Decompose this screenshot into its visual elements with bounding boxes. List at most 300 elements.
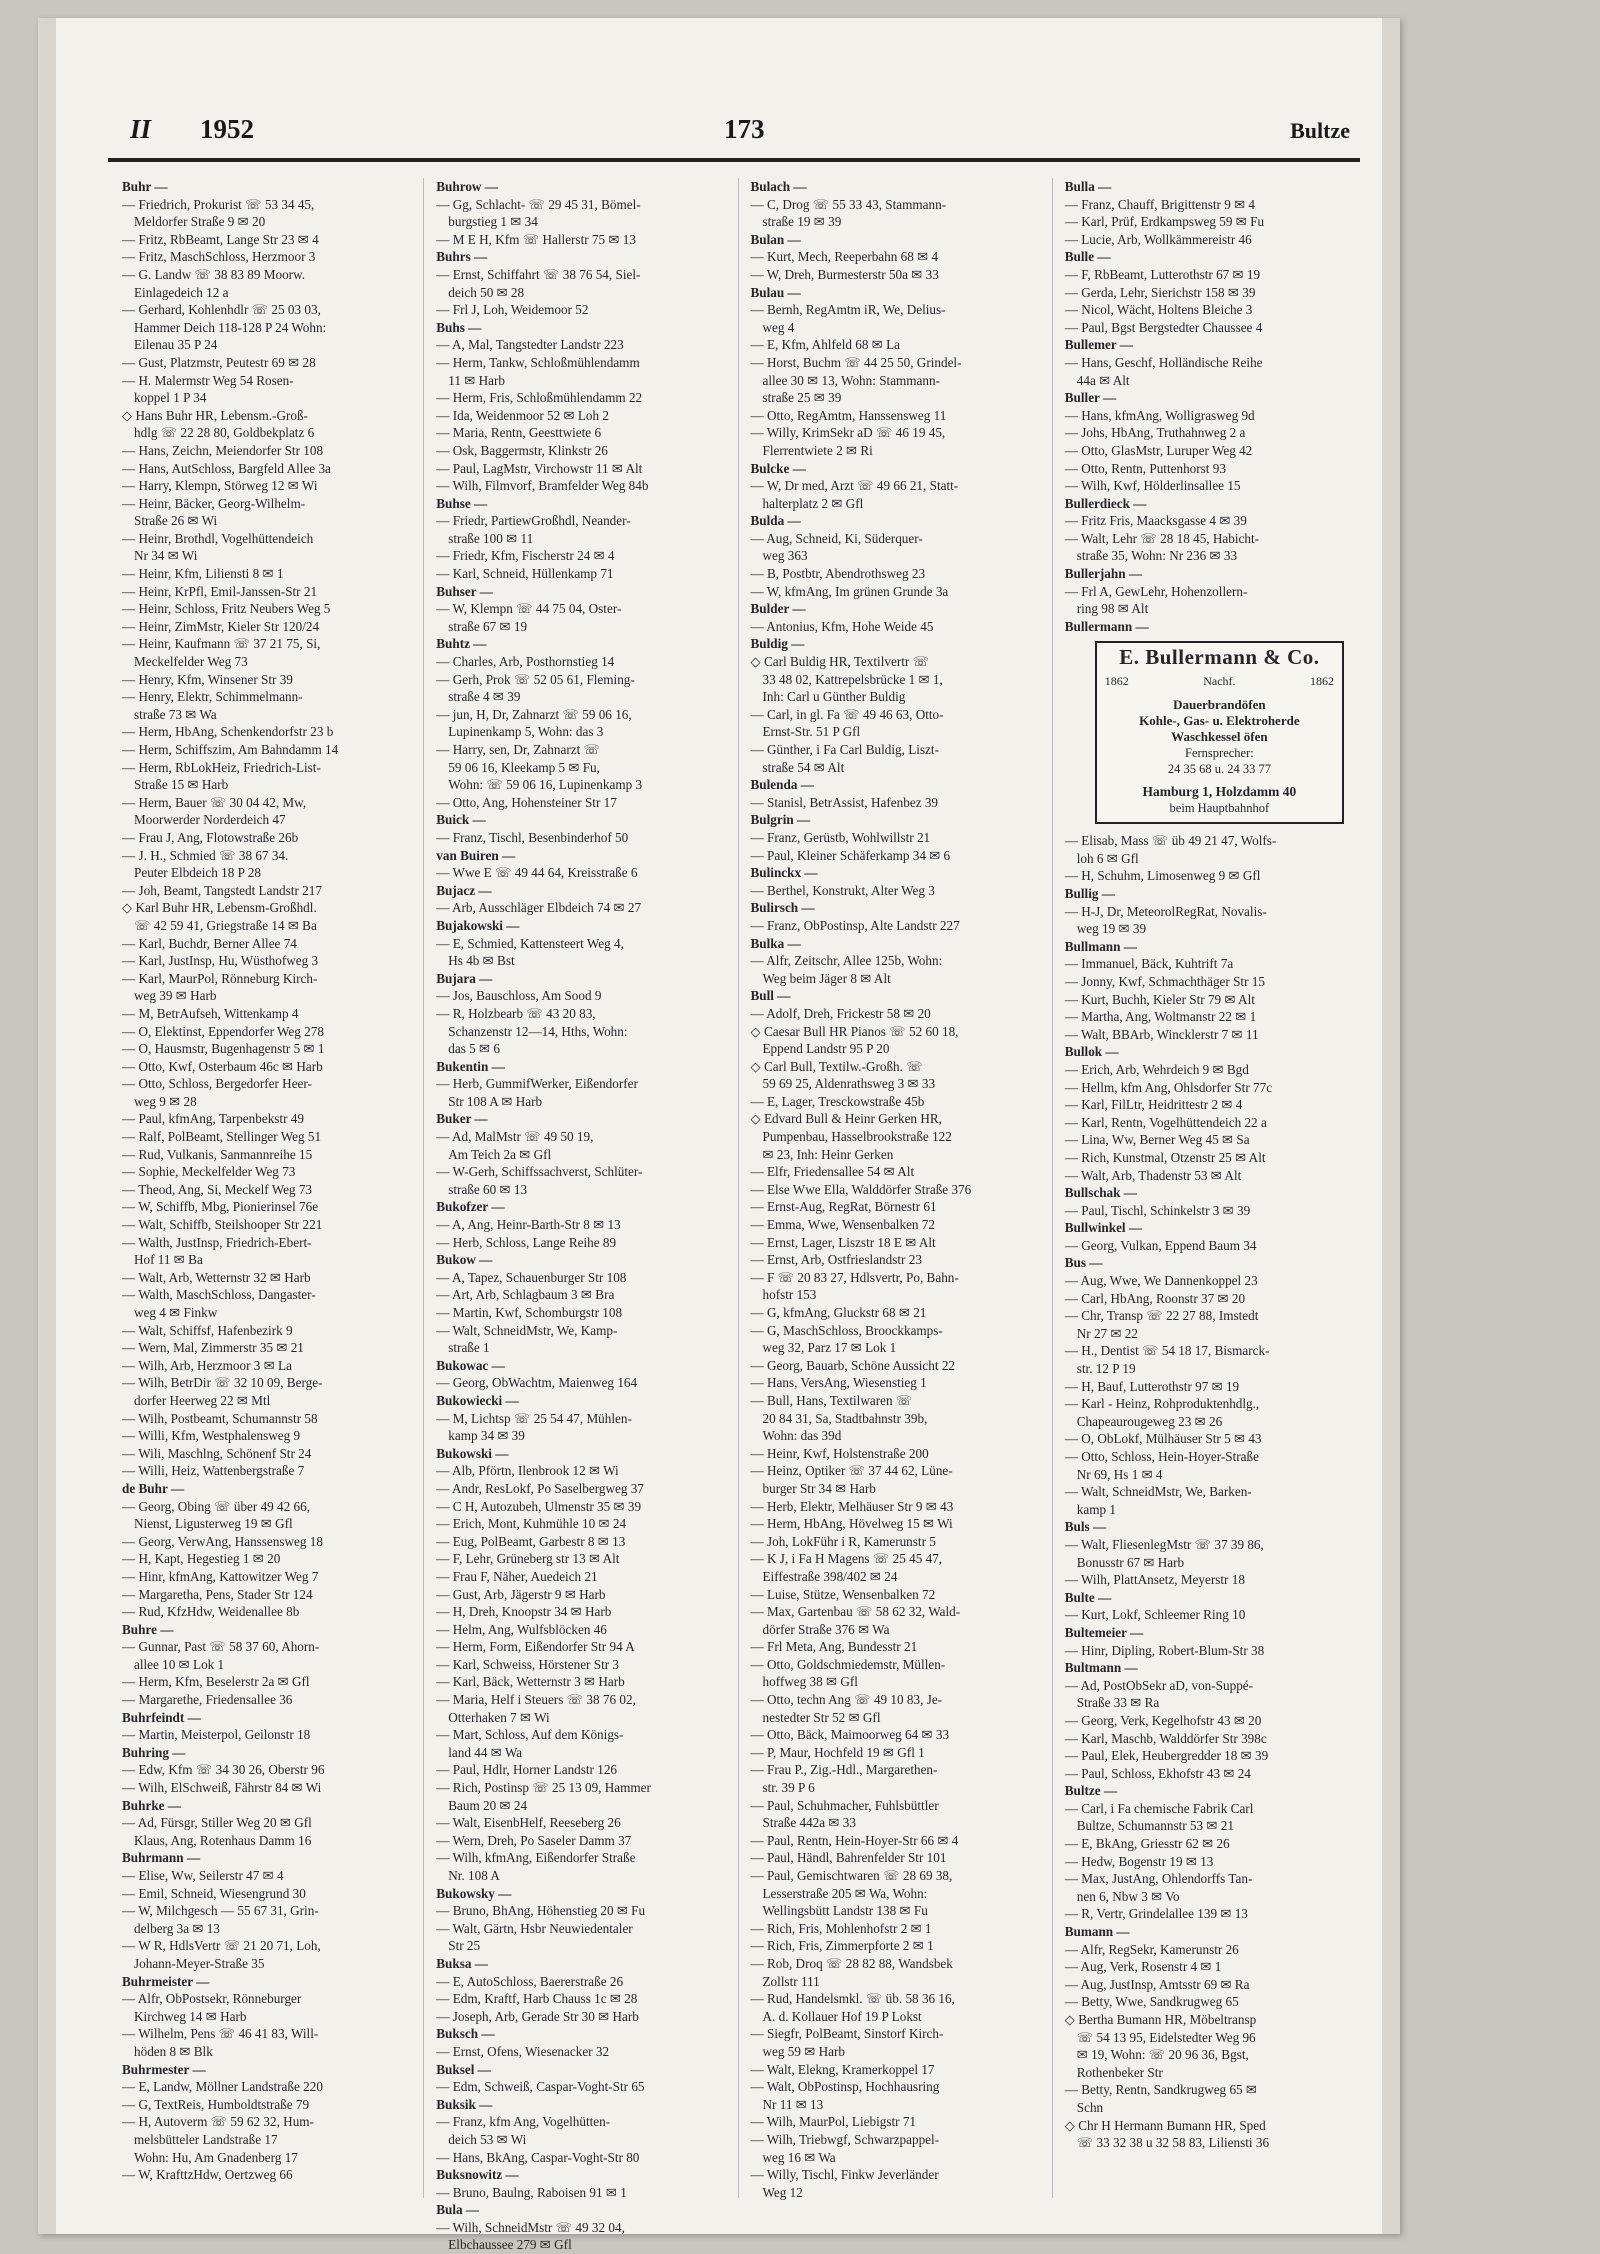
directory-entry-line: — Johs, HbAng, Truthahnweg 2 a: [1064, 425, 1246, 441]
directory-entry-line: — Theod, Ang, Si, Meckelf Weg 73: [122, 1181, 313, 1197]
directory-entry-line: Buksa —: [436, 1955, 488, 1971]
directory-entry-line: Bulach —: [750, 179, 807, 194]
directory-entry-line: — Rich, Fris, Mohlenhofstr 2 ✉ 1: [750, 1920, 932, 1936]
directory-entry-line: — Betty, Rentn, Sandkrugweg 65 ✉: [1064, 2082, 1257, 2098]
directory-entry-line: straße 19 ✉ 39: [762, 214, 842, 230]
directory-entry-line: — W-Gerh, Schiffssachverst, Schlüter-: [436, 1164, 643, 1180]
directory-entry-line: loh 6 ✉ Gfl: [1076, 850, 1139, 866]
directory-entry-line: — G, TextReis, Humboldtstraße 79: [122, 2096, 310, 2112]
directory-entry-line: Flerrentwiete 2 ✉ Ri: [762, 442, 873, 458]
directory-entry-line: — Karl, Buchdr, Berner Allee 74: [122, 935, 297, 951]
directory-entry-line: Bukofzer —: [436, 1199, 505, 1215]
directory-entry-line: hdlg ☏ 22 28 80, Goldbekplatz 6: [134, 425, 315, 441]
directory-entry-line: — Siegfr, PolBeamt, Sinstorf Kirch-: [750, 2026, 944, 2042]
directory-entry-line: — Georg, Bauarb, Schöne Aussicht 22: [750, 1357, 956, 1373]
directory-entry-line: weg 39 ✉ Harb: [134, 988, 217, 1004]
directory-entry-line: dörfer Straße 376 ✉ Wa: [762, 1621, 890, 1637]
directory-entry-line: — Wilh, PlattAnsetz, Meyerstr 18: [1064, 1572, 1245, 1588]
directory-entry-line: — Bernh, RegAmtm iR, We, Delius-: [750, 302, 946, 318]
page-edge-right: [1382, 18, 1400, 2234]
directory-entry-line: Buksnowitz —: [436, 2167, 519, 2183]
directory-entry-line: Buhrfeindt —: [122, 1709, 201, 1725]
directory-entry-line: — Georg, Vulkan, Eppend Baum 34: [1064, 1237, 1257, 1253]
directory-entry-line: — Otto, Rentn, Puttenhorst 93: [1064, 460, 1226, 476]
directory-entry-line: Bujacz —: [436, 882, 492, 898]
directory-entry-line: Schn: [1076, 2099, 1104, 2115]
directory-entry-line: ✉ 19, Wohn: ☏ 20 96 36, Bgst,: [1076, 2047, 1249, 2063]
directory-entry-line: — Wilh, BetrDir ☏ 32 10 09, Berge-: [122, 1375, 323, 1391]
directory-entry-line: — Max, JustAng, Ohlendorffs Tan-: [1064, 1871, 1253, 1887]
directory-entry-line: Johann-Meyer-Straße 35: [134, 1955, 265, 1971]
directory-entry-line: — Otto, Schloss, Bergedorfer Heer-: [122, 1076, 312, 1092]
directory-entry-line: — Otto, Kwf, Osterbaum 46c ✉ Harb: [122, 1058, 323, 1074]
directory-entry-line: — Ernst, Ofens, Wiesenacker 32: [436, 2043, 610, 2059]
directory-entry-line: Buhrke —: [122, 1797, 181, 1813]
directory-entry-line: 59 69 25, Aldenrathsweg 3 ✉ 33: [762, 1076, 936, 1092]
directory-entry-line: Chapeaurougeweg 23 ✉ 26: [1076, 1413, 1223, 1429]
directory-entry-line: — Joseph, Arb, Gerade Str 30 ✉ Harb: [436, 2008, 639, 2024]
directory-entry-line: — Alfr, Zeitschr, Allee 125b, Wohn:: [750, 953, 943, 969]
directory-entry-line: Buhrmester —: [122, 2061, 206, 2077]
directory-entry-line: — W, Schiffb, Mbg, Pionierinsel 76e: [122, 1199, 319, 1215]
directory-entry-line: — Lucie, Arb, Wollkämmereistr 46: [1064, 231, 1252, 247]
directory-entry-line: ◇ Caesar Bull HR Pianos ☏ 52 60 18,: [750, 1023, 959, 1039]
directory-entry-line: — Heinr, Brothdl, Vogelhüttendeich: [122, 530, 314, 546]
directory-entry-line: Buhre —: [122, 1621, 174, 1637]
directory-entry-line: — Paul, Bgst Bergstedter Chaussee 4: [1064, 319, 1263, 335]
directory-entry-line: — Walt, Lehr ☏ 28 18 45, Habicht-: [1064, 530, 1260, 546]
directory-entry-line: — Friedr, PartiewGroßhdl, Neander-: [436, 513, 631, 529]
directory-entry-line: — Walt, SchneidMstr, We, Barken-: [1064, 1484, 1252, 1500]
directory-entry-line: — Wilh, Filmvorf, Bramfelder Weg 84b: [436, 478, 649, 494]
directory-entry-line: Bulda —: [750, 513, 801, 529]
directory-entry-line: Buller —: [1064, 390, 1117, 406]
directory-entry-line: — Georg, Verk, Kegelhofstr 43 ✉ 20: [1064, 1712, 1262, 1728]
directory-entry-line: — Karl, FilLtr, Heidrittestr 2 ✉ 4: [1064, 1097, 1243, 1113]
directory-entry-line: — Ad, MalMstr ☏ 49 50 19,: [436, 1129, 594, 1145]
directory-entry-line: — Else Wwe Ella, Walddörfer Straße 376: [750, 1181, 972, 1197]
directory-entry-line: — C, Drog ☏ 55 33 43, Stammann-: [750, 196, 947, 212]
directory-entry-line: Rothenbeker Str: [1076, 2064, 1163, 2080]
directory-entry-line: — Gunnar, Past ☏ 58 37 60, Ahorn-: [122, 1639, 320, 1655]
directory-entry-line: Buhrs —: [436, 249, 488, 265]
directory-entry-line: van Buiren —: [436, 847, 516, 863]
directory-entry-line: Bullerjahn —: [1064, 566, 1143, 582]
directory-entry-line: dorfer Heerweg 22 ✉ Mtl: [134, 1392, 271, 1408]
directory-entry-line: ◇ Edvard Bull & Heinr Gerken HR,: [750, 1111, 942, 1127]
directory-entry-line: — Ernst, Schiffahrt ☏ 38 76 54, Siel-: [436, 266, 641, 282]
directory-entry-line: — Willy, KrimSekr aD ☏ 46 19 45,: [750, 425, 946, 441]
directory-entry-line: — Paul, Tischl, Schinkelstr 3 ✉ 39: [1064, 1202, 1251, 1218]
directory-entry-line: — Erich, Arb, Wehrdeich 9 ✉ Bgd: [1064, 1061, 1249, 1077]
directory-entry-line: — Walt, FliesenlegMstr ☏ 37 39 86,: [1064, 1536, 1264, 1552]
directory-entry-line: — Walt, ObPostinsp, Hochhausring: [750, 2079, 940, 2095]
directory-entry-line: — G, kfmAng, Gluckstr 68 ✉ 21: [750, 1305, 927, 1320]
directory-entry-line: — Wern, Mal, Zimmerstr 35 ✉ 21: [122, 1340, 304, 1356]
column-4: [1065, 178, 1362, 2198]
directory-entry-line: Str 108 A ✉ Harb: [448, 1093, 543, 1109]
directory-entry-line: Bulte —: [1064, 1589, 1112, 1605]
directory-entry-line: weg 19 ✉ 39: [1076, 921, 1147, 937]
directory-entry-line: — Elfr, Friedensallee 54 ✉ Alt: [750, 1164, 915, 1180]
directory-entry-line: — Lina, Ww, Berner Weg 45 ✉ Sa: [1064, 1132, 1250, 1148]
directory-entry-line: Bujakowski —: [436, 917, 520, 933]
directory-entry-line: weg 16 ✉ Wa: [762, 2149, 836, 2165]
directory-entry-line: — Walt, SchneidMstr, We, Kamp-: [436, 1322, 618, 1338]
directory-entry-line: — H, Bauf, Lutterothstr 97 ✉ 19: [1064, 1378, 1240, 1394]
directory-entry-line: — Herm, Form, Eißendorfer Str 94 A: [436, 1639, 635, 1655]
directory-entry-line: — Otto, Bäck, Maimoorweg 64 ✉ 33: [750, 1727, 950, 1743]
directory-entry-line: — F, RbBeamt, Lutterothstr 67 ✉ 19: [1064, 266, 1261, 282]
directory-entry-line: — Maria, Rentn, Geesttwiete 6: [436, 425, 602, 441]
directory-entry-line: 59 06 16, Kleekamp 5 ✉ Fu,: [448, 759, 600, 775]
directory-entry-line: Bultze, Schumannstr 53 ✉ 21: [1076, 1818, 1234, 1834]
directory-entry-line: — Rob, Droq ☏ 28 82 88, Wandsbek: [750, 1955, 953, 1971]
directory-entry-line: — Paul, Hdlr, Horner Landstr 126: [436, 1762, 618, 1778]
directory-entry-line: — Paul, Schuhmacher, Fuhlsbüttler: [750, 1797, 939, 1813]
directory-entry-line: — Margaretha, Pens, Stader Str 124: [122, 1586, 313, 1602]
directory-entry-line: — O, Hausmstr, Bugenhagenstr 5 ✉ 1: [122, 1041, 325, 1057]
directory-entry-line: Klaus, Ang, Rotenhaus Damm 16: [134, 1832, 312, 1848]
directory-entry-line: — Heinr, ZimMstr, Kieler Str 120/24: [122, 618, 320, 634]
page-edge-left: [38, 18, 56, 2234]
directory-entry-line: — Hans, AutSchloss, Bargfeld Allee 3a: [122, 460, 331, 476]
directory-entry-line: — Gust, Platzmstr, Peutestr 69 ✉ 28: [122, 354, 316, 370]
directory-entry-line: — Edw, Kfm ☏ 34 30 26, Oberstr 96: [122, 1762, 325, 1778]
directory-entry-line: — Walth, JustInsp, Friedrich-Ebert-: [122, 1234, 312, 1250]
ad-company-name: E. Bullermann & Co.: [1119, 645, 1320, 670]
directory-entry-line: Buick —: [436, 812, 486, 828]
directory-entry-line: — Frl J, Loh, Weidemoor 52: [436, 302, 589, 318]
directory-entry-line: — Günther, i Fa Carl Buldig, Liszt-: [750, 742, 939, 757]
directory-entry-line: — Betty, Wwe, Sandkrugweg 65: [1064, 1994, 1239, 2010]
directory-entry-line: Eilenau 35 P 24: [134, 337, 218, 353]
directory-entry-line: — Frl Meta, Ang, Bundesstr 21: [750, 1639, 918, 1655]
directory-entry-line: — Antonius, Kfm, Hohe Weide 45: [750, 618, 934, 634]
directory-entry-line: — Ernst-Aug, RegRat, Börnestr 61: [750, 1199, 937, 1215]
directory-entry-line: — Alfr, RegSekr, Kamerunstr 26: [1064, 1941, 1239, 1957]
directory-entry-line: — Herm, HbAng, Schenkendorfstr 23 b: [122, 724, 334, 740]
directory-entry-line: — Hans, Zeichn, Meiendorfer Str 108: [122, 442, 324, 458]
directory-entry-line: Bullermann —: [1064, 618, 1149, 634]
directory-entry-line: — Herm, Kfm, Beselerstr 2a ✉ Gfl: [122, 1674, 310, 1690]
directory-entry-line: — Kurt, Buchh, Kieler Str 79 ✉ Alt: [1064, 991, 1255, 1007]
directory-entry-line: Bonusstr 67 ✉ Harb: [1076, 1554, 1185, 1570]
directory-entry-line: Bumann —: [1064, 1924, 1130, 1940]
directory-entry-line: — Ralf, PolBeamt, Stellinger Weg 51: [122, 1129, 322, 1145]
directory-entry-line: — Otto, Ang, Hohensteiner Str 17: [436, 794, 617, 810]
directory-entry-line: Nr. 108 A: [448, 1868, 500, 1883]
directory-entry-line: — E, Lager, Tresckowstraße 45b: [750, 1093, 925, 1109]
directory-entry-line: — Immanuel, Bäck, Kuhtrift 7a: [1064, 956, 1234, 972]
directory-entry-line: — Margarethe, Friedensallee 36: [122, 1692, 293, 1708]
directory-entry-line: — Eug, PolBeamt, Garbestr 8 ✉ 13: [436, 1533, 626, 1549]
header-keyword: Bultze: [1290, 118, 1350, 143]
directory-entry-line: — Ernst, Lager, Liszstr 18 E ✉ Alt: [750, 1234, 936, 1250]
directory-entry-line: — Herm, Schiffszim, Am Bahndamm 14: [122, 742, 339, 757]
directory-entry-line: — Carl, HbAng, Roonstr 37 ✉ 20: [1064, 1290, 1246, 1306]
directory-entry-line: — Joh, Beamt, Tangstedt Landstr 217: [122, 882, 322, 898]
directory-entry-line: Bullok —: [1064, 1044, 1119, 1060]
directory-entry-line: ◇ Carl Buldig HR, Textilvertr ☏: [750, 654, 930, 670]
directory-entry-line: Bulan —: [750, 231, 801, 247]
directory-entry-line: — Frau J, Ang, Flotowstraße 26b: [122, 829, 299, 845]
directory-entry-line: — H. Malermstr Weg 54 Rosen-: [122, 372, 294, 388]
column-2: [436, 178, 738, 2253]
directory-entry-line: Bullwinkel —: [1064, 1220, 1143, 1236]
directory-entry-line: — Franz, kfm Ang, Vogelhütten-: [436, 2114, 611, 2130]
directory-entry-line: — Helm, Ang, Wulfsblöcken 46: [436, 1621, 607, 1637]
directory-entry-line: 44a ✉ Alt: [1076, 372, 1130, 388]
directory-entry-line: — R, Vertr, Grindelallee 139 ✉ 13: [1064, 1906, 1248, 1922]
directory-entry-line: Buhrmeister —: [122, 1973, 210, 1989]
directory-entry-line: — Andr, ResLokf, Po Saselbergweg 37: [436, 1480, 644, 1496]
directory-entry-line: — Herb, GummifWerker, Eißendorfer: [436, 1076, 638, 1092]
directory-entry-line: — Herm, RbLokHeiz, Friedrich-List-: [122, 759, 321, 775]
directory-entry-line: Bukowski —: [436, 1445, 509, 1461]
directory-entry-line: — Edm, Schweiß, Caspar-Voght-Str 65: [436, 2079, 645, 2095]
directory-entry-line: Buhrow —: [436, 179, 498, 194]
directory-entry-line: — W, Dr med, Arzt ☏ 49 66 21, Statt-: [750, 478, 959, 494]
directory-entry-line: Buhs —: [436, 319, 482, 335]
directory-entry-line: — Gust, Arb, Jägerstr 9 ✉ Harb: [436, 1586, 606, 1602]
directory-entry-line: — Frau P., Zig.-Hdl., Margarethen-: [750, 1762, 938, 1778]
directory-entry-line: — Nicol, Wächt, Holtens Bleiche 3: [1064, 302, 1253, 318]
directory-entry-line: Buhr —: [122, 179, 168, 194]
directory-entry-line: — K J, i Fa H Magens ☏ 25 45 47,: [750, 1551, 943, 1567]
directory-entry-line: Peuter Elbdeich 18 P 28: [134, 865, 261, 881]
directory-entry-line: Hof 11 ✉ Ba: [134, 1252, 203, 1268]
directory-entry-line: Buker —: [436, 1111, 488, 1127]
directory-entry-line: Ernst-Str. 51 P Gfl: [762, 724, 861, 740]
directory-entry-line: — Otto, GlasMstr, Luruper Weg 42: [1064, 442, 1253, 458]
directory-entry-line: str. 12 P 19: [1076, 1361, 1136, 1377]
directory-entry-line: — Mart, Schloss, Auf dem Königs-: [436, 1727, 624, 1743]
directory-entry-line: — Rich, Kunstmal, Otzenstr 25 ✉ Alt: [1064, 1149, 1266, 1165]
directory-entry-line: — Erich, Mont, Kuhmühle 10 ✉ 24: [436, 1516, 627, 1532]
directory-entry-line: 20 84 31, Sa, Stadtbahnstr 39b,: [762, 1410, 928, 1426]
directory-entry-line: — G. Landw ☏ 38 83 89 Moorw.: [122, 266, 306, 282]
header-year: 1952: [200, 114, 254, 144]
directory-entry-line: Bulder —: [750, 601, 806, 617]
directory-entry-line: — Wilh, Triebwgf, Schwarzpappel-: [750, 2131, 940, 2147]
directory-entry-line: Hammer Deich 118-128 P 24 Wohn:: [134, 319, 327, 335]
directory-entry-line: — H, Dreh, Knoopstr 34 ✉ Harb: [436, 1604, 612, 1620]
directory-entry-line: — Hans, Geschf, Holländische Reihe: [1064, 354, 1263, 370]
directory-entry-line: — Heinr, Schloss, Fritz Neubers Weg 5: [122, 601, 331, 617]
directory-entry-line: — Ad, Fürsgr, Stiller Weg 20 ✉ Gfl: [122, 1815, 312, 1831]
directory-entry-line: — Charles, Arb, Posthornstieg 14: [436, 654, 615, 670]
directory-entry-line: ☏ 54 13 95, Eidelstedter Weg 96: [1076, 2029, 1256, 2045]
directory-entry-line: — Karl, Maschb, Walddörfer Str 398c: [1064, 1730, 1267, 1746]
directory-entry-line: — jun, H, Dr, Zahnarzt ☏ 59 06 16,: [436, 706, 632, 722]
directory-entry-line: — H, Kapt, Hegestieg 1 ✉ 20: [122, 1551, 281, 1567]
directory-entry-line: — Paul, Elek, Heubergredder 18 ✉ 39: [1064, 1748, 1269, 1764]
directory-entry-line: — Ernst, Arb, Ostfrieslandstr 23: [750, 1252, 922, 1268]
directory-entry-line: Kirchweg 14 ✉ Harb: [134, 2008, 247, 2024]
directory-entry-line: Bullschak —: [1064, 1185, 1137, 1201]
directory-entry-line: — Emma, Wwe, Wensenbalken 72: [750, 1217, 935, 1233]
directory-entry-line: — C H, Autozubeh, Ulmenstr 35 ✉ 39: [436, 1498, 642, 1514]
directory-entry-line: — Elisab, Mass ☏ üb 49 21 47, Wolfs-: [1064, 833, 1277, 849]
directory-entry-line: — Luise, Stütze, Wensenbalken 72: [750, 1586, 936, 1602]
directory-entry-line: — Georg, ObWachtm, Maienweg 164: [436, 1375, 638, 1391]
directory-entry-line: — Rich, Fris, Zimmerpforte 2 ✉ 1: [750, 1938, 934, 1954]
directory-entry-line: Wohn: ☏ 59 06 16, Lupinenkamp 3: [448, 777, 643, 793]
directory-entry-line: — Karl, JustInsp, Hu, Wüsthofweg 3: [122, 953, 319, 969]
directory-columns: [122, 178, 1362, 2253]
directory-entry-line: Buhser —: [436, 583, 493, 599]
directory-entry-line: — Frl A, GewLehr, Hohenzollern-: [1064, 583, 1248, 599]
directory-entry-line: de Buhr —: [122, 1480, 185, 1496]
directory-entry-line: — Karl, MaurPol, Rönneburg Kirch-: [122, 970, 318, 986]
directory-entry-line: — Friedr, Kfm, Fischerstr 24 ✉ 4: [436, 548, 615, 564]
directory-entry-line: — Aug, Wwe, We Dannenkoppel 23: [1064, 1273, 1258, 1289]
directory-entry-line: — Willi, Heiz, Wattenbergstraße 7: [122, 1463, 305, 1479]
directory-entry-line: Baum 20 ✉ 24: [448, 1797, 528, 1813]
directory-entry-line: — Gerh, Prok ☏ 52 05 61, Fleming-: [436, 671, 635, 687]
directory-entry-line: hoffweg 38 ✉ Gfl: [762, 1674, 858, 1690]
ad-phone-label: Fernsprecher:: [1185, 745, 1254, 760]
directory-entry-line: Straße 442a ✉ 33: [762, 1815, 856, 1831]
directory-entry-line: Pumpenbau, Hasselbrookstraße 122: [762, 1129, 952, 1145]
directory-entry-line: — Gerda, Lehr, Sierichstr 158 ✉ 39: [1064, 284, 1256, 300]
directory-entry-line: Inh: Carl u Günther Buldig: [762, 689, 906, 705]
directory-entry-line: straße 1: [448, 1340, 490, 1356]
directory-entry-line: — Ida, Weidenmoor 52 ✉ Loh 2: [436, 407, 609, 423]
directory-entry-line: — Emil, Schneid, Wiesengrund 30: [122, 1885, 306, 1901]
ad-line-2: Kohle-, Gas- u. Elektroherde: [1139, 712, 1300, 728]
column-3: [751, 178, 1053, 2198]
directory-entry-line: — Harry, Klempn, Störweg 12 ✉ Wi: [122, 478, 318, 494]
directory-entry-line: — Kurt, Lokf, Schleemer Ring 10: [1064, 1607, 1246, 1623]
directory-entry-line: — Heinr, KrPfl, Emil-Janssen-Str 21: [122, 583, 318, 599]
directory-entry-line: Einlagedeich 12 a: [134, 284, 229, 300]
directory-entry-line: Bulla —: [1064, 179, 1112, 194]
directory-entry-line: — Aug, Verk, Rosenstr 4 ✉ 1: [1064, 1959, 1222, 1975]
column-1: [122, 178, 424, 2198]
directory-entry-line: Bulirsch —: [750, 900, 815, 916]
directory-entry-line: — M, BetrAufseh, Wittenkamp 4: [122, 1005, 299, 1021]
directory-entry-line: Lesserstraße 205 ✉ Wa, Wohn:: [762, 1885, 928, 1901]
directory-entry-line: Am Teich 2a ✉ Gfl: [448, 1146, 552, 1162]
ad-line-1: Dauerbrandöfen: [1173, 696, 1266, 712]
directory-entry-line: — Hellm, kfm Ang, Ohlsdorfer Str 77c: [1064, 1079, 1273, 1095]
directory-entry-line: — Karl - Heinz, Rohproduktenhdlg.,: [1064, 1396, 1260, 1412]
directory-entry-line: allee 30 ✉ 13, Wohn: Stammann-: [762, 372, 940, 388]
directory-entry-line: — Wilh, Arb, Herzmoor 3 ✉ La: [122, 1357, 292, 1373]
directory-page: [38, 18, 1400, 2253]
directory-entry-line: — Bull, Hans, Textilwaren ☏: [750, 1392, 913, 1408]
directory-entry-line: Nr 27 ✉ 22: [1076, 1325, 1138, 1341]
directory-entry-line: Straße 15 ✉ Harb: [134, 777, 229, 793]
directory-entry-line: Wohn: das 39d: [762, 1428, 842, 1444]
directory-entry-line: straße 60 ✉ 13: [448, 1181, 528, 1197]
directory-entry-line: — Otto, RegAmtm, Hanssensweg 11: [750, 407, 947, 423]
directory-entry-line: kamp 1: [1076, 1501, 1116, 1517]
directory-entry-line: — Jos, Bauschloss, Am Sood 9: [436, 988, 602, 1004]
directory-entry-line: — Alb, Pförtn, Ilenbrook 12 ✉ Wi: [436, 1463, 619, 1479]
directory-entry-line: ✉ 23, Inh: Heinr Gerken: [762, 1146, 894, 1162]
directory-entry-line: ◇ Chr H Hermann Bumann HR, Sped: [1064, 2117, 1266, 2133]
directory-entry-line: — P, Maur, Hochfeld 19 ✉ Gfl 1: [750, 1744, 925, 1760]
directory-entry-line: Bull —: [750, 988, 791, 1004]
directory-entry-line: — Paul, Händl, Bahrenfelder Str 101: [750, 1850, 947, 1866]
directory-entry-line: — Wilh, Postbeamt, Schumannstr 58: [122, 1410, 318, 1426]
directory-entry-line: — A, Tapez, Schauenburger Str 108: [436, 1269, 627, 1285]
directory-entry-line: Bullmann —: [1064, 938, 1137, 954]
directory-entry-line: — Franz, ObPostinsp, Alte Landstr 227: [750, 917, 960, 933]
directory-entry-line: — Herm, Bauer ☏ 30 04 42, Mw,: [122, 794, 307, 810]
directory-entry-line: Schanzenstr 12—14, Hths, Wohn:: [448, 1023, 628, 1039]
directory-entry-line: — F ☏ 20 83 27, Hdlsvertr, Po, Bahn-: [750, 1269, 959, 1285]
directory-entry-line: — Wilhelm, Pens ☏ 46 41 83, Will-: [122, 2026, 319, 2042]
directory-entry-line: — J. H., Schmied ☏ 38 67 34.: [122, 847, 289, 863]
directory-entry-line: Moorwerder Norderdeich 47: [134, 812, 286, 828]
directory-entry-line: weg 32, Parz 17 ✉ Lok 1: [762, 1340, 897, 1356]
directory-entry-line: — Wilh, kfmAng, Eißendorfer Straße: [436, 1850, 636, 1866]
directory-entry-line: — H-J, Dr, MeteorolRegRat, Novalis-: [1064, 903, 1267, 919]
directory-entry-line: Bulgrin —: [750, 812, 811, 828]
directory-entry-line: weg 59 ✉ Harb: [762, 2043, 845, 2059]
directory-entry-line: — Hans, VersAng, Wiesenstieg 1: [750, 1375, 927, 1391]
directory-entry-line: — Wilh, MaurPol, Liebigstr 71: [750, 2114, 917, 2130]
directory-entry-line: — Carl, in gl. Fa ☏ 49 46 63, Otto-: [750, 706, 944, 722]
directory-entry-line: ☏ 42 59 41, Griegstraße 14 ✉ Ba: [134, 917, 317, 933]
directory-entry-line: deich 50 ✉ 28: [448, 284, 525, 300]
directory-entry-line: straße 25 ✉ 39: [762, 390, 842, 406]
directory-entry-line: — B, Postbtr, Abendrothsweg 23: [750, 566, 926, 582]
directory-entry-line: — Georg, VerwAng, Hanssensweg 18: [122, 1533, 323, 1549]
directory-entry-line: — Heinz, Optiker ☏ 37 44 62, Lüne-: [750, 1463, 953, 1479]
directory-entry-line: — W, Milchgesch — 55 67 31, Grin-: [122, 1903, 319, 1919]
directory-entry-line: höden 8 ✉ Blk: [134, 2043, 213, 2059]
directory-entry-line: das 5 ✉ 6: [448, 1041, 500, 1057]
directory-entry-line: straße 35, Wohn: Nr 236 ✉ 33: [1076, 548, 1238, 564]
directory-entry-line: Buksel —: [436, 2061, 491, 2077]
directory-entry-line: ◇ Bertha Bumann HR, Möbeltransp: [1064, 2012, 1257, 2027]
directory-entry-line: — Willi, Kfm, Westphalensweg 9: [122, 1428, 301, 1444]
directory-entry-line: — Frau F, Näher, Auedeich 21: [436, 1568, 598, 1584]
directory-entry-line: Bulenda —: [750, 777, 814, 793]
ad-line-3: Waschkessel öfen: [1171, 728, 1268, 744]
directory-entry-line: straße 73 ✉ Wa: [134, 706, 217, 722]
directory-entry-line: — Walt, Gärtn, Hsbr Neuwiedentaler: [436, 1920, 633, 1936]
directory-entry-line: — Karl, Schneid, Hüllenkamp 71: [436, 566, 614, 582]
directory-entry-line: — Wilh, Kwf, Hölderlinsallee 15: [1064, 478, 1241, 494]
ad-address: Hamburg 1, Holzdamm 40: [1142, 783, 1297, 799]
directory-entry-line: Bulka —: [750, 935, 801, 951]
directory-entry-line: Buldig —: [750, 636, 805, 652]
directory-entry-line: — R, Holzbearb ☏ 43 20 83,: [436, 1005, 596, 1021]
directory-entry-line: A. d. Kollauer Hof 19 P Lokst: [762, 2008, 922, 2024]
directory-entry-line: Straße 33 ✉ Ra: [1076, 1695, 1160, 1711]
directory-entry-line: Buksch —: [436, 2026, 495, 2042]
directory-entry-line: — W, Klempn ☏ 44 75 04, Oster-: [436, 601, 622, 617]
volume-mark: II: [130, 114, 152, 144]
directory-entry-line: burgstieg 1 ✉ 34: [448, 214, 538, 230]
directory-entry-line: Bullig —: [1064, 886, 1115, 901]
ad-location: beim Hauptbahnhof: [1169, 801, 1270, 816]
directory-entry-line: — Max, Gartenbau ☏ 58 62 32, Wald-: [750, 1604, 961, 1620]
directory-entry-line: Eppend Landstr 95 P 20: [762, 1041, 890, 1057]
directory-entry-line: — Aug, JustInsp, Amtsstr 69 ✉ Ra: [1064, 1976, 1250, 1992]
directory-entry-line: — M, Lichtsp ☏ 25 54 47, Mühlen-: [436, 1410, 632, 1426]
directory-entry-line: Bulle —: [1064, 249, 1111, 265]
directory-entry-line: — Harry, sen, Dr, Zahnarzt ☏: [436, 742, 601, 757]
directory-entry-line: Nienst, Ligusterweg 19 ✉ Gfl: [134, 1516, 293, 1532]
advertisement-bullermann: [1095, 641, 1344, 824]
